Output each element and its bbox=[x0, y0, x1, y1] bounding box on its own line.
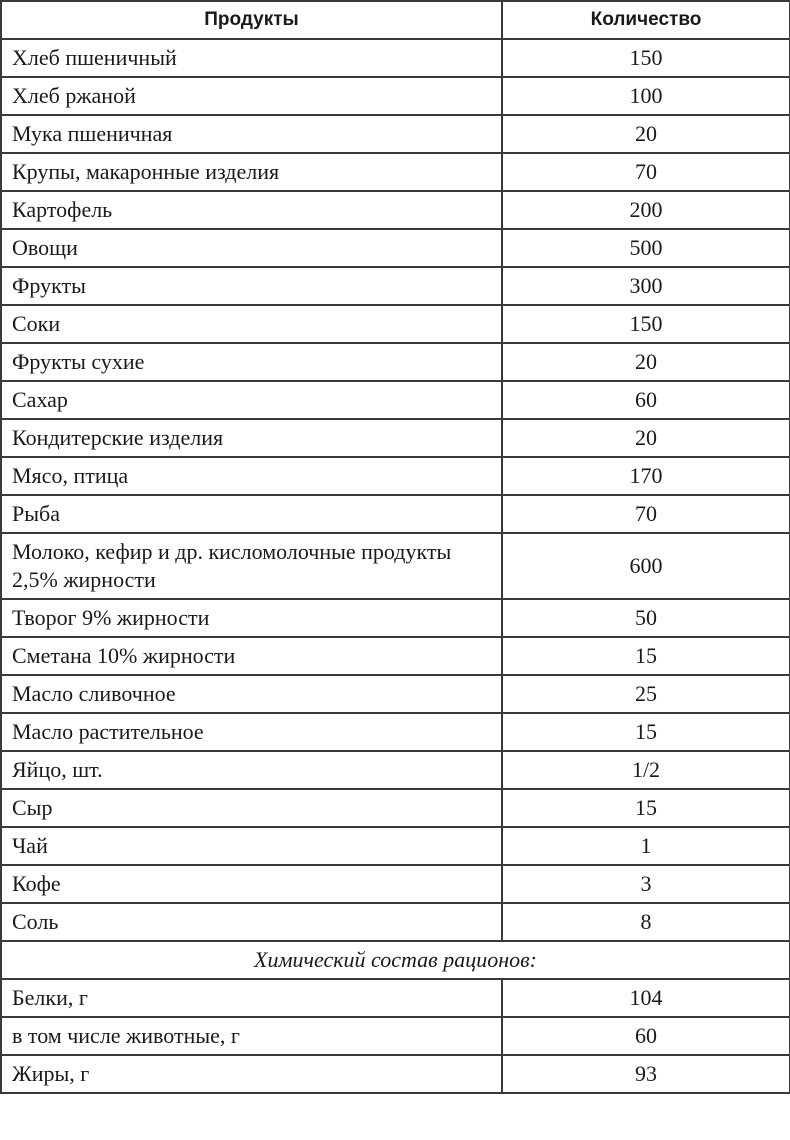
quantity-cell: 20 bbox=[502, 115, 790, 153]
product-cell: в том числе животные, г bbox=[1, 1017, 502, 1055]
table-row bbox=[1, 115, 790, 153]
table-row bbox=[1, 153, 790, 191]
quantity-cell: 8 bbox=[502, 903, 790, 941]
quantity-cell: 300 bbox=[502, 267, 790, 305]
quantity-cell: 1/2 bbox=[502, 751, 790, 789]
quantity-cell: 93 bbox=[502, 1055, 790, 1093]
product-cell: Овощи bbox=[1, 229, 502, 267]
table-row bbox=[1, 267, 790, 305]
quantity-cell: 150 bbox=[502, 39, 790, 77]
quantity-cell: 100 bbox=[502, 77, 790, 115]
quantity-cell: 25 bbox=[502, 675, 790, 713]
table-row bbox=[1, 675, 790, 713]
product-cell: Творог 9% жирности bbox=[1, 599, 502, 637]
header-row bbox=[1, 1, 790, 39]
product-cell: Мука пшеничная bbox=[1, 115, 502, 153]
quantity-cell: 1 bbox=[502, 827, 790, 865]
product-cell: Сыр bbox=[1, 789, 502, 827]
product-cell: Сметана 10% жирности bbox=[1, 637, 502, 675]
table-row bbox=[1, 637, 790, 675]
product-cell: Жиры, г bbox=[1, 1055, 502, 1093]
header-products: Продукты bbox=[1, 1, 502, 39]
product-cell: Фрукты сухие bbox=[1, 343, 502, 381]
product-cell: Масло растительное bbox=[1, 713, 502, 751]
table-row bbox=[1, 1017, 790, 1055]
quantity-cell: 60 bbox=[502, 381, 790, 419]
section-title: Химический состав рационов: bbox=[1, 941, 790, 979]
table-row bbox=[1, 827, 790, 865]
quantity-cell: 600 bbox=[502, 533, 790, 599]
table-row bbox=[1, 305, 790, 343]
quantity-cell: 20 bbox=[502, 343, 790, 381]
product-cell: Рыба bbox=[1, 495, 502, 533]
quantity-cell: 60 bbox=[502, 1017, 790, 1055]
table-row bbox=[1, 191, 790, 229]
table-row bbox=[1, 903, 790, 941]
product-cell: Соки bbox=[1, 305, 502, 343]
product-cell: Масло сливочное bbox=[1, 675, 502, 713]
product-cell: Хлеб пшеничный bbox=[1, 39, 502, 77]
product-cell: Фрукты bbox=[1, 267, 502, 305]
product-cell: Молоко, кефир и др. кисломолочные продукты 2,5% жирности bbox=[1, 533, 502, 599]
quantity-cell: 50 bbox=[502, 599, 790, 637]
quantity-cell: 20 bbox=[502, 419, 790, 457]
quantity-cell: 3 bbox=[502, 865, 790, 903]
header-quantity: Количество bbox=[502, 1, 790, 39]
table-row bbox=[1, 713, 790, 751]
product-cell: Сахар bbox=[1, 381, 502, 419]
table-row bbox=[1, 789, 790, 827]
table-row bbox=[1, 229, 790, 267]
table-row bbox=[1, 979, 790, 1017]
quantity-cell: 200 bbox=[502, 191, 790, 229]
quantity-cell: 500 bbox=[502, 229, 790, 267]
product-cell: Кондитерские изделия bbox=[1, 419, 502, 457]
quantity-cell: 70 bbox=[502, 153, 790, 191]
table-row bbox=[1, 599, 790, 637]
section-row bbox=[1, 941, 790, 979]
table-row bbox=[1, 381, 790, 419]
table-row bbox=[1, 1055, 790, 1093]
table-row bbox=[1, 39, 790, 77]
product-cell: Мясо, птица bbox=[1, 457, 502, 495]
product-cell: Соль bbox=[1, 903, 502, 941]
product-cell: Картофель bbox=[1, 191, 502, 229]
quantity-cell: 15 bbox=[502, 789, 790, 827]
table-row bbox=[1, 533, 790, 599]
product-cell: Хлеб ржаной bbox=[1, 77, 502, 115]
table-row bbox=[1, 495, 790, 533]
table-row bbox=[1, 865, 790, 903]
product-cell: Яйцо, шт. bbox=[1, 751, 502, 789]
table-row bbox=[1, 457, 790, 495]
table-row bbox=[1, 77, 790, 115]
table-row bbox=[1, 343, 790, 381]
product-cell: Крупы, макаронные изделия bbox=[1, 153, 502, 191]
quantity-cell: 104 bbox=[502, 979, 790, 1017]
product-cell: Чай bbox=[1, 827, 502, 865]
quantity-cell: 170 bbox=[502, 457, 790, 495]
quantity-cell: 70 bbox=[502, 495, 790, 533]
table-row bbox=[1, 419, 790, 457]
product-cell: Белки, г bbox=[1, 979, 502, 1017]
product-cell: Кофе bbox=[1, 865, 502, 903]
quantity-cell: 150 bbox=[502, 305, 790, 343]
table-row bbox=[1, 751, 790, 789]
quantity-cell: 15 bbox=[502, 713, 790, 751]
quantity-cell: 15 bbox=[502, 637, 790, 675]
